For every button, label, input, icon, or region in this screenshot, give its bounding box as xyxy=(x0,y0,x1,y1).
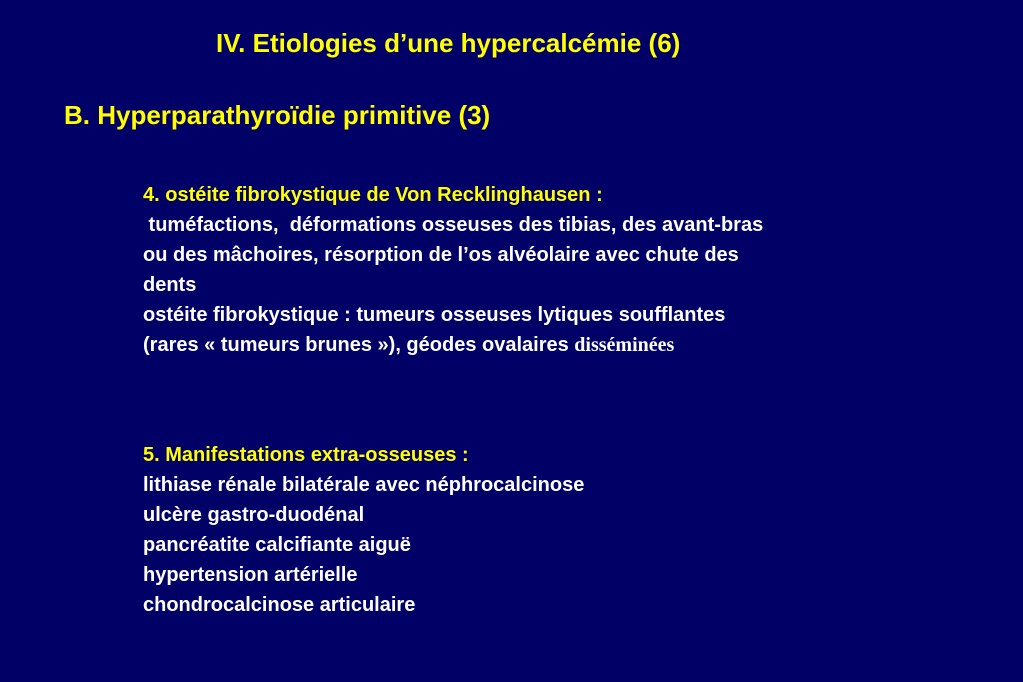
section-osteitis xyxy=(143,180,943,360)
list-item: lithiase rénale bilatérale avec néphrocalcinose xyxy=(143,474,585,496)
section-osteitis-last-line-serif: disséminées xyxy=(574,334,675,356)
list-item: chondrocalcinose articulaire xyxy=(143,594,416,616)
list-item: pancréatite calcifiante aiguë xyxy=(143,534,411,556)
slide-title: IV. Etiologies d’une hypercalcémie (6) xyxy=(216,28,681,58)
section-extra-osseous xyxy=(143,440,943,620)
section-osteitis-line: ou des mâchoires, résorption de l’os alvéolaire avec chute des xyxy=(143,244,739,266)
section-osteitis-last-line-prefix: (rares « tumeurs brunes »), géodes ovalaires xyxy=(143,334,575,356)
list-item: ulcère gastro-duodénal xyxy=(143,504,365,526)
section-osteitis-line: dents xyxy=(143,274,197,296)
slide-subtitle: B. Hyperparathyroïdie primitive (3) xyxy=(64,100,491,130)
section-osteitis-last-line xyxy=(143,330,943,360)
section-osteitis-line: ostéite fibrokystique : tumeurs osseuses lytiques soufflantes xyxy=(143,304,726,326)
section-extra-osseous-heading: 5. Manifestations extra-osseuses : xyxy=(143,444,469,466)
list-item: hypertension artérielle xyxy=(143,564,358,586)
section-osteitis-line: tuméfactions, déformations osseuses des tibias, des avant-bras xyxy=(143,214,764,236)
section-osteitis-heading: 4. ostéite fibrokystique de Von Recklinghausen : xyxy=(143,184,603,206)
